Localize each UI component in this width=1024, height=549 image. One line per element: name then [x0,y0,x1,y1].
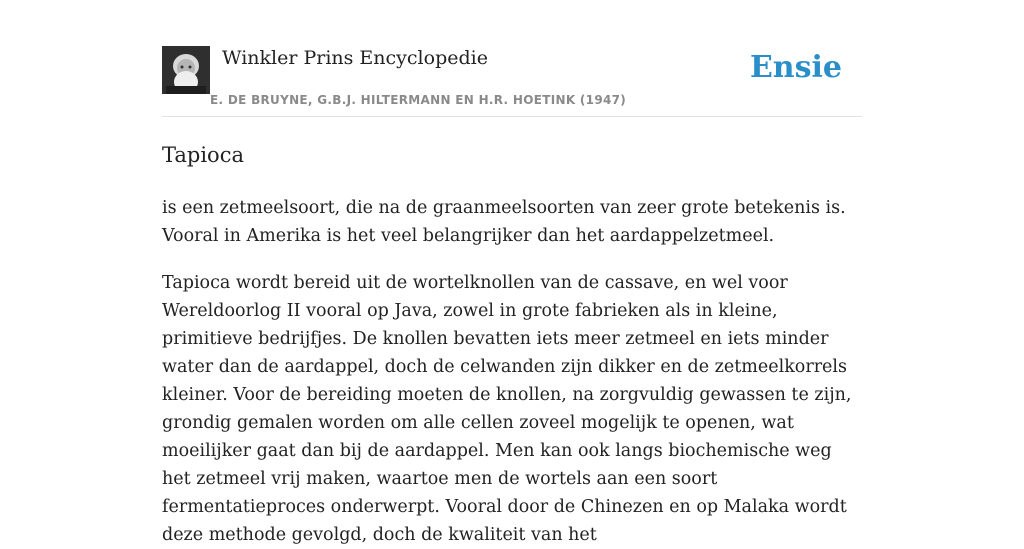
article-paragraph: is een zetmeelsoort, die na de graanmeelsoorten van zeer grote betekenis is. Vooral in Amerika is het veel belangrijker dan het aardappelzetmeel. [162,198,846,246]
author-avatar [162,46,210,94]
source-title[interactable]: Winkler Prins Encyclopedie [222,47,488,69]
article-paragraph: Tapioca wordt bereid uit de wortelknollen van de cassave, en wel voor Wereldoorlog II vooral op Java, zowel in grote fabrieken als in kleine, primitieve bedrijfjes. De knollen bevatten iets meer zetmeel en iets minder water dan de aardappel, doch de celwanden zijn dikker en de zetmeelkorrels kleiner. Voor de bereiding moeten de knollen, na zorgvuldig gewassen te zijn, grondig gemalen worden om alle cellen zoveel mogelijk te openen, wat moeilijker gaat dan bij de aardappel. Men kan ook langs biochemische weg het zetmeel vrij maken, waartoe men de wortels aan een soort fermentatieproces onderwerpt. Vooral door de Chinezen en op Malaka wordt deze methode gevolgd, doch de kwaliteit van het [162,273,852,545]
source-authors: E. DE BRUYNE, G.B.J. HILTERMANN EN H.R. HOETINK (1947) [210,93,627,107]
article-title: Tapioca [162,143,244,167]
article [162,140,862,549]
header [162,46,862,117]
ensie-logo-link[interactable]: Ensie [749,50,842,85]
